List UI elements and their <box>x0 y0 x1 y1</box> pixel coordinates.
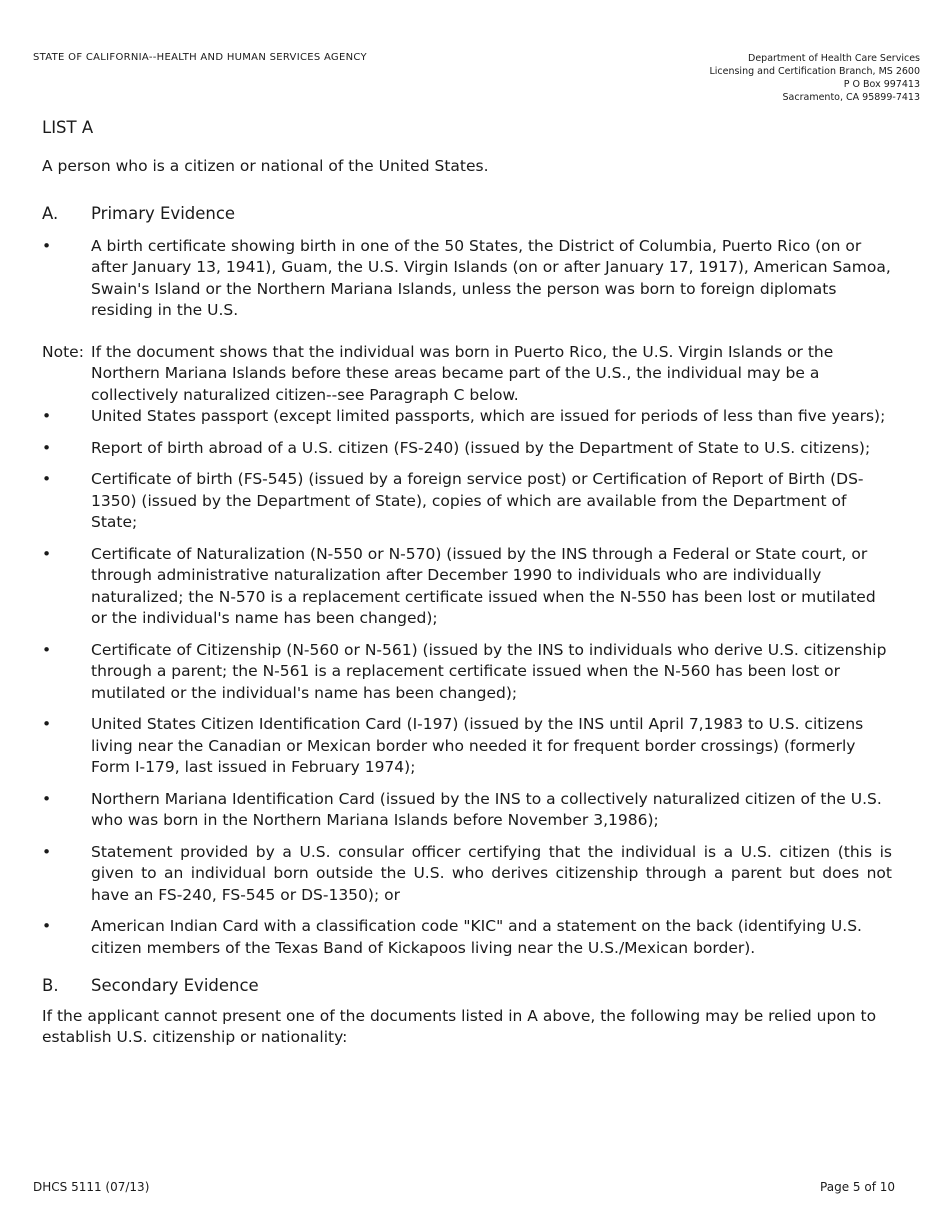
section-title: Secondary Evidence <box>91 976 259 995</box>
list-item-text: United States passport (except limited passports, which are issued for periods of less than five years); <box>91 407 886 425</box>
primary-evidence-list <box>42 406 892 959</box>
list-item-text: Certificate of Naturalization (N-550 or N-570) (issued by the INS through a Federal or State court, or through administrative naturalization after December 1990 to individuals who are individually naturalized; the N-570 is a replacement certificate issued when the N-550 has been lost or mutilated or the individual's name has been changed); <box>91 544 876 627</box>
bullet-symbol: • <box>42 640 52 659</box>
bullet-symbol: • <box>42 438 52 457</box>
note-text: If the document shows that the individual was born in Puerto Rico, the U.S. Virgin Islands or the Northern Mariana Islands before these areas became part of the U.S., the individual may be a collectively naturalized citizen--see Paragraph C below. <box>91 342 834 404</box>
bullet-symbol: • <box>42 407 52 425</box>
list-item <box>42 406 892 428</box>
branch-name: Licensing and Certification Branch, MS 2600 <box>709 66 920 77</box>
po-box: P O Box 997413 <box>843 79 920 90</box>
document-body <box>42 117 892 1049</box>
list-item-text: A birth certificate showing birth in one of the 50 States, the District of Columbia, Puerto Rico (on or after January 13, 1941), Guam, the U.S. Virgin Islands (on or after January 17, 1917), American Samoa, Swain's Island or the Northern Mariana Islands, unless the person was born to foreign diplomats residing in the U.S. <box>91 236 891 319</box>
secondary-evidence-text: If the applicant cannot present one of the documents listed in A above, the following may be relied upon to establish U.S. citizenship or nationality: <box>42 1006 877 1046</box>
list-item-text: Certificate of birth (FS-545) (issued by a foreign service post) or Certification of Report of Birth (DS- 1350) (issued by the Department of State), copies of which are available from the Department of State; <box>91 470 864 531</box>
section-a-heading <box>42 203 892 225</box>
department-address-block <box>709 52 920 104</box>
list-item <box>42 469 892 534</box>
bullet-symbol: • <box>42 715 52 733</box>
bullet-symbol: • <box>42 544 52 563</box>
list-item-text: Statement provided by a U.S. consular officer certifying that the individual is a U.S. citizen (this is given to an individual born outside the U.S. who derives citizenship through a parent but does not have an FS-240, FS-545 or DS-1350); or <box>91 842 892 904</box>
city-state-zip: Sacramento, CA 95899-7413 <box>782 92 920 103</box>
list-item <box>42 438 892 460</box>
bullet-symbol: • <box>42 470 52 488</box>
note-label: Note: <box>42 342 84 361</box>
list-item-text: American Indian Card with a classification code "KIC" and a statement on the back (identifying U.S. citizen members of the Texas Band of Kickapoos living near the U.S./Mexican border). <box>91 917 862 957</box>
list-item-text: Report of birth abroad of a U.S. citizen (FS-240) (issued by the Department of State to U.S. citizens); <box>91 438 871 457</box>
list-item <box>42 236 892 322</box>
section-b-heading <box>42 975 892 997</box>
list-item <box>42 714 892 779</box>
page-number: Page 5 of 10 <box>820 1180 895 1194</box>
list-item <box>42 544 892 630</box>
list-title: LIST A <box>42 118 94 137</box>
list-item <box>42 842 892 907</box>
agency-header: STATE OF CALIFORNIA--HEALTH AND HUMAN SERVICES AGENCY <box>33 52 367 63</box>
primary-evidence-list-start <box>42 236 892 322</box>
list-item-text: Certificate of Citizenship (N-560 or N-561) (issued by the INS to individuals who derive U.S. citizenship through a parent; the N-561 is a replacement certificate issued when the N-560 has been lost or mutilated or the individual's name has been changed); <box>91 640 887 702</box>
bullet-symbol: • <box>42 917 52 935</box>
section-title: Primary Evidence <box>91 204 236 223</box>
bullet-symbol: • <box>42 842 52 861</box>
department-name: Department of Health Care Services <box>748 53 920 64</box>
form-id: DHCS 5111 (07/13) <box>33 1180 150 1194</box>
note-block <box>42 342 892 407</box>
section-letter: A. <box>42 204 59 223</box>
list-item <box>42 916 892 959</box>
list-item <box>42 640 892 705</box>
list-item-text: Northern Mariana Identification Card (issued by the INS to a collectively naturalized citizen of the U.S. who was born in the Northern Mariana Islands before November 3,1986); <box>91 789 882 829</box>
bullet-symbol: • <box>42 236 52 255</box>
intro-text: A person who is a citizen or national of the United States. <box>42 156 489 175</box>
bullet-symbol: • <box>42 789 52 808</box>
list-item-text: United States Citizen Identification Card (I-197) (issued by the INS until April 7,1983 to U.S. citizens living near the Canadian or Mexican border who needed it for frequent border crossings) (formerly Form I-179, last issued in February 1974); <box>91 715 864 776</box>
section-letter: B. <box>42 976 59 995</box>
list-item <box>42 789 892 832</box>
